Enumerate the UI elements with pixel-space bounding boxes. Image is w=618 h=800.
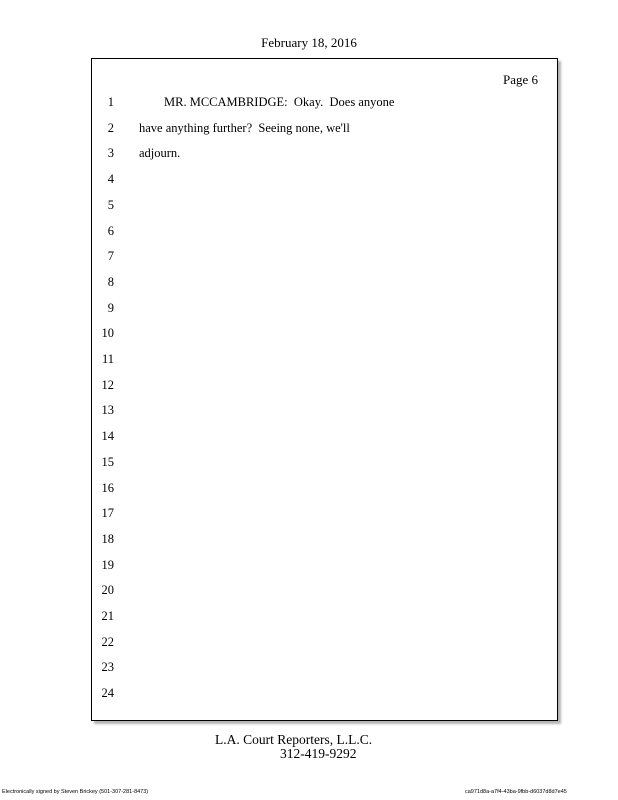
page-number: Page 6: [503, 72, 539, 87]
line-number: 16: [101, 481, 114, 495]
line-text: have anything further? Seeing none, we'll: [139, 121, 350, 135]
line-number: 17: [101, 506, 114, 520]
line-number: 3: [107, 146, 114, 160]
line-number: 8: [107, 275, 114, 289]
line-number: 5: [107, 198, 114, 212]
line-number: 2: [107, 121, 114, 135]
court-reporter-name: L.A. Court Reporters, L.L.C.: [215, 732, 373, 747]
line-number: 13: [101, 403, 114, 417]
line-number: 15: [101, 455, 114, 469]
line-number: 12: [101, 378, 114, 392]
line-number: 21: [101, 609, 114, 623]
court-reporter-phone: 312-419-9292: [280, 746, 357, 761]
document-id: ca971d8a-a7f4-43ba-9fbb-d6037d8d7e45: [465, 789, 567, 795]
line-number: 23: [101, 660, 114, 674]
line-number: 14: [101, 429, 114, 443]
line-number: 7: [107, 249, 114, 263]
line-number: 6: [107, 224, 114, 238]
line-number: 9: [107, 301, 114, 315]
line-number: 20: [101, 583, 114, 597]
line-number: 22: [101, 635, 114, 649]
line-number: 4: [107, 172, 114, 186]
line-number: 11: [101, 352, 114, 366]
line-number: 19: [101, 558, 114, 572]
line-number: 18: [101, 532, 114, 546]
line-text: MR. MCCAMBRIDGE: Okay. Does anyone: [139, 95, 395, 109]
line-number: 10: [101, 326, 114, 340]
transcript-date: February 18, 2016: [261, 35, 357, 50]
line-number: 24: [101, 686, 114, 700]
electronic-signature: Electronically signed by Steven Brickey (501-307-281-8473): [2, 789, 149, 795]
line-text: adjourn.: [139, 146, 181, 160]
line-number: 1: [107, 95, 114, 109]
